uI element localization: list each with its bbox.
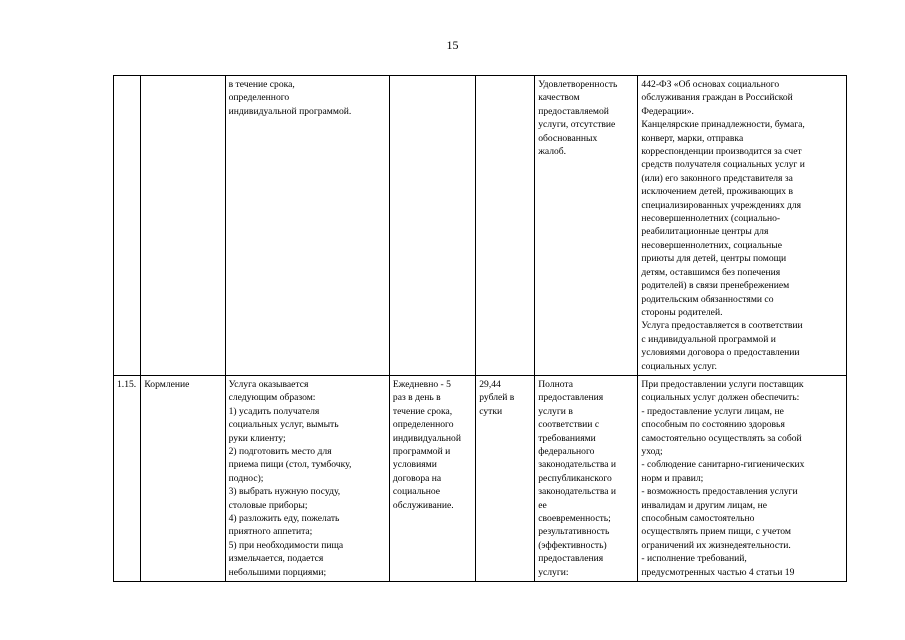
table-row [114, 375, 847, 581]
cell-price [476, 76, 535, 376]
cell-conditions: При предоставлении услуги поставщик социальных услуг должен обеспечить: - предоставление услуги лицам, не способным по состоянию здоровья самостоятельно осуществлять за собой уход; - соблюдение санитарно-гигиенических норм и правил; - возможность предоставления услуги инвалидам и другим лицам, не способным самостоятельно осуществлять прием пищи, с учетом ограничений их жизнедеятельности. - исполнение требований, предусмотренных частью 4 статьи 19 [638, 375, 847, 581]
cell-description: Услуга оказывается следующим образом: 1) усадить получателя социальных услуг, вымыть руки клиенту; 2) подготовить место для приема пищи (стол, тумбочку, поднос); 3) выбрать нужную посуду, столовые приборы; 4) разложить еду, пожелать приятного аппетита; 5) при необходимости пища измельчается, подается небольшими порциями; [225, 375, 389, 581]
cell-description: в течение срока, определенного индивидуальной программой. [225, 76, 389, 376]
cell-service-name: Кормление [141, 375, 225, 581]
table-row [114, 76, 847, 376]
cell-schedule: Ежедневно - 5 раз в день в течение срока, определенного индивидуальной программой и условиями договора на социальное обслуживание. [389, 375, 475, 581]
cell-price: 29,44 рублей в сутки [476, 375, 535, 581]
cell-criteria: Полнота предоставления услуги в соответствии с требованиями федерального законодательства и республиканского законодательства и ее своевременность; результативность (эффективность) предоставления услуги: [535, 375, 638, 581]
cell-criteria: Удовлетворенность качеством предоставляемой услуги, отсутствие обоснованных жалоб. [535, 76, 638, 376]
cell-number [114, 76, 141, 376]
page-number: 15 [446, 38, 459, 52]
cell-conditions: 442-ФЗ «Об основах социального обслуживания граждан в Российской Федерации». Канцелярские принадлежности, бумага, конверт, марки, отправка корреспонденции производится за счет средств получателя социальных услуг и (или) его законного представителя за исключением детей, проживающих в специализированных учреждениях для несовершеннолетних (социально- реабилитационные центры для несовершеннолетних, социальные приюты для детей, центры помощи детям, оставшимся без попечения родителей) в связи пренебрежением родительским обязанностями со стороны родителей. Услуга предоставляется в соответствии с индивидуальной программой и условиями договора о предоставлении социальных услуг. [638, 76, 847, 376]
services-table [113, 75, 847, 582]
cell-number: 1.15. [114, 375, 141, 581]
cell-service-name [141, 76, 225, 376]
cell-schedule [389, 76, 475, 376]
